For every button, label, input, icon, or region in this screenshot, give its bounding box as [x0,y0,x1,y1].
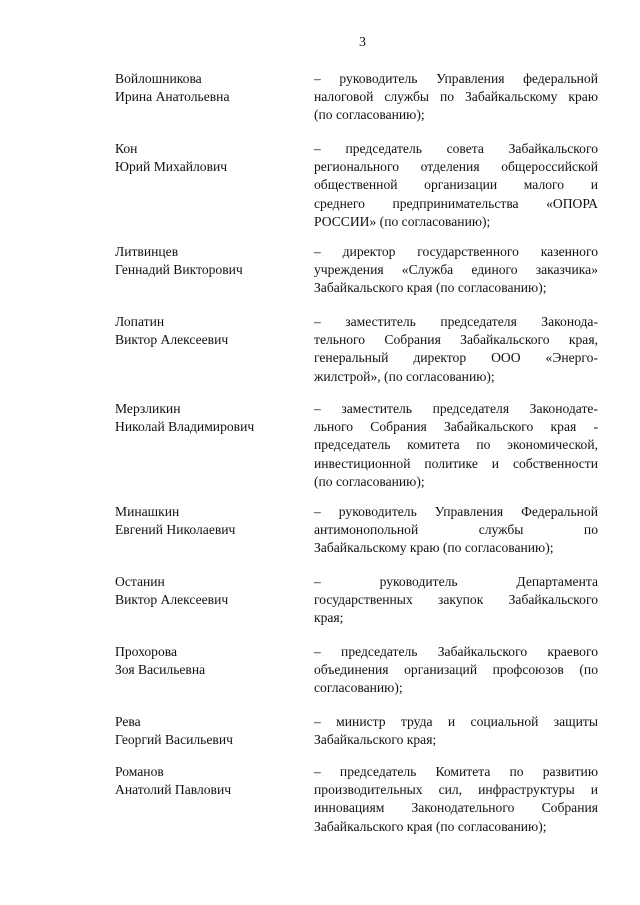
member-surname: Войлошникова [115,71,202,86]
member-role-line: – председатель совета Забайкальского [314,141,598,156]
member-role-line: – председатель Забайкальского краевого [314,644,598,659]
member-role-line: антимонопольной службы по [314,522,598,538]
member-role-line: инновациям Законодательного Собрания [314,800,598,816]
member-role-line: генеральный директор ООО «Энерго- [314,350,598,366]
member-role-line: – заместитель председателя Законодате- [314,401,598,416]
member-role-line: председатель комитета по экономической, [314,437,598,453]
member-name [115,140,295,176]
page-number: 3 [359,35,366,50]
member-surname: Прохорова [115,644,178,659]
member-role-line: – председатель Комитета по развитию [314,764,598,779]
member-role-line: Забайкальскому краю (по согласованию); [314,540,554,556]
member-role-line: инвестиционной политике и собственности [314,455,598,471]
member-name [115,503,295,539]
member-role [314,763,598,836]
member-surname: Литвинцев [115,244,179,259]
member-role-line: – руководитель Департамента [314,574,598,589]
member-name [115,643,295,679]
member-surname: Минашкин [115,504,180,519]
member-role [314,503,598,558]
member-given-names: Юрий Михайлович [115,159,228,175]
member-role [314,243,598,298]
member-given-names: Евгений Николаевич [115,522,236,538]
member-role-line: – руководитель Управления федеральной [314,71,598,86]
member-role-line: Забайкальского края (по согласованию); [314,280,547,296]
member-surname: Рева [115,714,141,729]
member-role [314,573,598,628]
member-given-names: Геннадий Викторович [115,262,243,278]
member-role-line: учреждения «Служба единого заказчика» [314,262,598,278]
member-role-line: льного Собрания Забайкальского края - [314,419,598,435]
member-given-names: Георгий Васильевич [115,732,233,748]
member-role-line: объединения организаций профсоюзов (по [314,662,598,678]
member-role [314,70,598,125]
member-given-names: Виктор Алексеевич [115,332,229,348]
member-role-line: – руководитель Управления Федеральной [314,504,598,519]
member-given-names: Николай Владимирович [115,419,255,435]
member-role-line: государственных закупок Забайкальского [314,592,598,608]
member-given-names: Виктор Алексеевич [115,592,229,608]
member-name [115,400,295,436]
member-role-line: (по согласованию); [314,473,425,489]
member-given-names: Зоя Васильевна [115,662,206,678]
member-given-names: Ирина Анатольевна [115,89,230,105]
member-name [115,70,295,106]
member-role [314,643,598,698]
member-role-line: – министр труда и социальной защиты [314,714,598,729]
member-surname: Останин [115,574,165,589]
member-role-line: налоговой службы по Забайкальскому краю [314,89,598,105]
member-given-names: Анатолий Павлович [115,782,232,798]
member-role-line: – заместитель председателя Законода- [314,314,598,329]
member-role-line: общественной организации малого и [314,177,598,193]
member-role-line: Забайкальского края (по согласованию); [314,818,547,834]
member-role-line: Забайкальского края; [314,732,437,748]
member-role [314,400,598,491]
member-role-line: края; [314,610,344,626]
member-role [314,140,598,231]
member-name [115,713,295,749]
member-role-line: согласованию); [314,680,403,696]
member-surname: Лопатин [115,314,165,329]
member-role-line: тельного Собрания Забайкальского края, [314,332,598,348]
member-name [115,313,295,349]
member-role-line: среднего предпринимательства «ОПОРА [314,195,598,211]
member-role [314,313,598,386]
member-role-line: (по согласованию); [314,107,425,123]
member-role-line: жилстрой», (по согласованию); [314,368,495,384]
member-role-line: регионального отделения общероссийской [314,159,598,175]
member-surname: Мерзликин [115,401,181,416]
member-name [115,573,295,609]
member-name [115,763,295,799]
member-role-line: – директор государственного казенного [314,244,598,259]
member-role-line: РОССИИ» (по согласованию); [314,213,491,229]
member-name [115,243,295,279]
member-surname: Романов [115,764,164,779]
member-role [314,713,598,749]
member-surname: Кон [115,141,138,156]
member-role-line: производительных сил, инфраструктуры и [314,782,598,798]
